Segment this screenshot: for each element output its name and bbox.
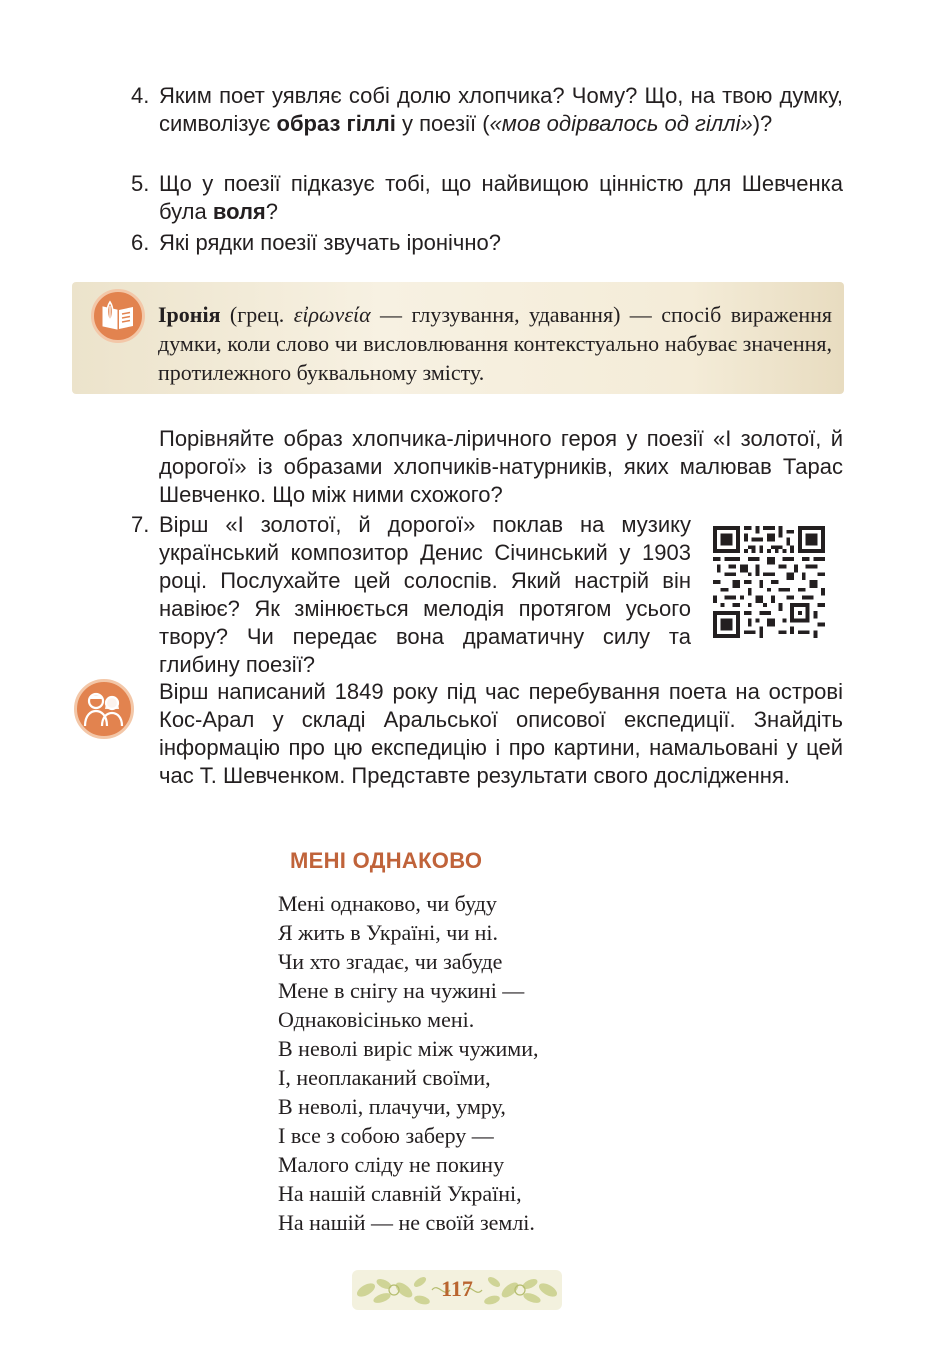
question-number: 6. (131, 230, 150, 255)
research-paragraph: Вірш написаний 1849 року під час перебування поета на острові Кос-Арал у складі Аральської описової експедиції. Знайдіть інформацію про цю експедицію і про картини, намальовані у цей час Т. Шевченком. Представте результати свого дослідження. (159, 679, 843, 788)
question-4 (131, 82, 843, 138)
definition-text: Іронія (грец. εἰρωνεία — глузування, удавання) — спосіб вираження думки, коли слово чи висловлювання контекстуально набуває значення, протилежного буквальному змісту. (158, 302, 833, 385)
question-text: Які рядки поезії звучать іронічно? (159, 230, 502, 255)
question-number: 7. (131, 512, 150, 537)
emphasis-bold: воля (212, 199, 266, 224)
book-quill-icon (91, 289, 145, 343)
question-text: Що у поезії підказує тобі, що найвищою цінністю для Шевченка була воля? (159, 171, 843, 224)
definition-term: Іронія (158, 302, 221, 327)
poem-line: Однаковісінько мені. (278, 1007, 475, 1032)
compare-paragraph: Порівняйте образ хлопчика-ліричного героя у поезії «І золотої, й дорогої» із образами хлопчиків-натурників, яких малював Тарас Шевченко. Що між ними схожого? (159, 426, 843, 507)
poem-text (278, 889, 538, 1237)
greek-word: εἰρωνεία (293, 302, 371, 327)
emphasis-bold: образ гіллі (276, 111, 396, 136)
question-text: Яким поет уявляє собі долю хлопчика? Чому? Що, на твою думку, символізує образ гіллі у поезії («мов одірвалось од гіллі»)? (159, 83, 843, 136)
question-number: 4. (131, 83, 150, 108)
question-number: 5. (131, 171, 150, 196)
question-7 (131, 511, 691, 679)
poem-line: На нашій — не своїй землі. (278, 1210, 535, 1235)
poem-line: В неволі виріс між чужими, (278, 1036, 539, 1061)
poem-line: Мене в снігу на чужині — (278, 978, 525, 1003)
emphasis-italic: «мов одірвалось од гіллі» (489, 111, 753, 136)
page-number: 117 (441, 1276, 473, 1301)
poem-line: Я жить в Україні, чи ні. (278, 920, 498, 945)
group-project-icon (74, 679, 134, 739)
question-text: Вірш «І золотої, й дорогої» поклав на музику український композитор Денис Січинський у 1903 році. Послухайте цей солоспів. Який настрій він навіює? Як змінюється мелодія протягом усього твору? Чи передає вона драматичну силу та глибину поезії? (159, 512, 691, 677)
poem-line: Мені однаково, чи буду (278, 891, 497, 916)
poem-line: В неволі, плачучи, умру, (278, 1094, 506, 1119)
poem-line: І, неоплаканий своїми, (278, 1065, 491, 1090)
poem-line: Чи хто згадає, чи забуде (278, 949, 503, 974)
qr-code[interactable] (713, 526, 825, 638)
poem-title: МЕНІ ОДНАКОВО (290, 848, 483, 873)
poem-line: І все з собою заберу — (278, 1123, 494, 1148)
poem-line: Малого сліду не покину (278, 1152, 505, 1177)
poem-line: На нашій славній Україні, (278, 1181, 522, 1206)
question-5 (131, 170, 843, 226)
question-6 (131, 229, 843, 257)
